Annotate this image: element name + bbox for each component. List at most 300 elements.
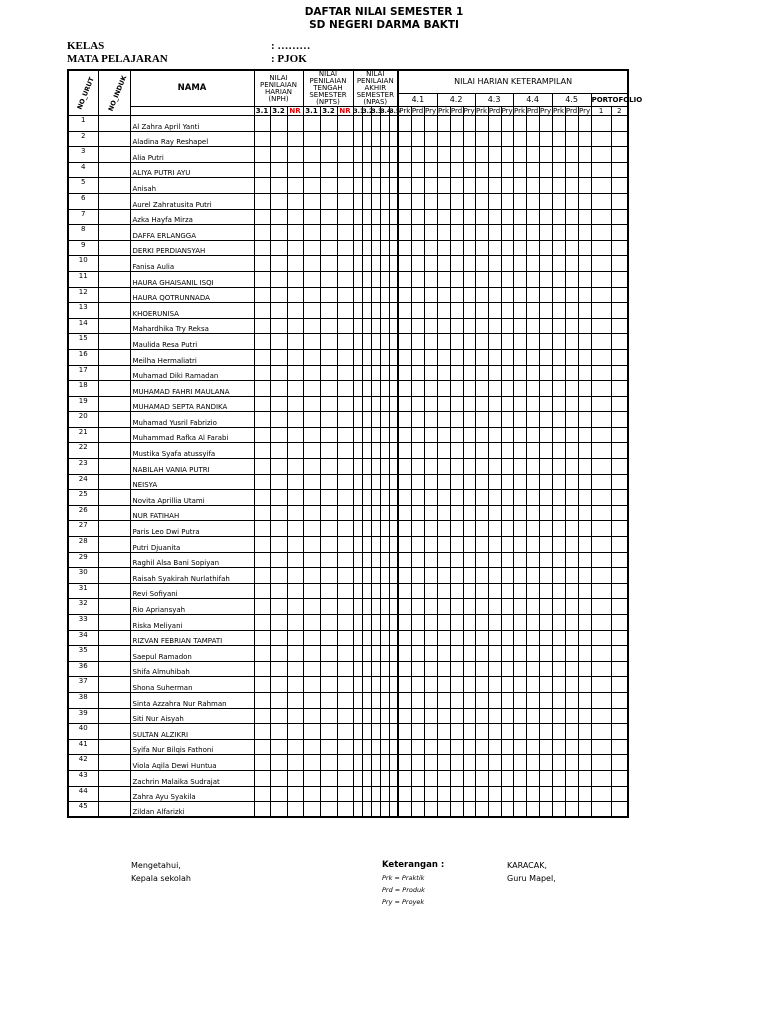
grade-cell	[501, 786, 513, 802]
grade-cell	[411, 427, 424, 443]
grade-cell	[389, 193, 398, 209]
grade-cell	[578, 271, 591, 287]
grade-cell	[398, 349, 411, 365]
grade-cell	[337, 802, 353, 818]
grade-cell	[488, 739, 501, 755]
grade-cell	[389, 256, 398, 272]
grade-cell	[353, 490, 362, 506]
grade-cell	[513, 770, 526, 786]
grade-cell	[578, 318, 591, 334]
grade-cell	[380, 131, 389, 147]
grade-cell	[539, 303, 552, 319]
grade-cell	[254, 724, 270, 740]
grade-cell	[398, 802, 411, 818]
grade-cell	[475, 755, 488, 771]
no-induk-cell	[98, 708, 130, 724]
grade-cell	[611, 802, 628, 818]
grade-cell	[270, 459, 287, 475]
grade-cell	[513, 240, 526, 256]
table-row	[68, 271, 628, 287]
grade-cell	[488, 412, 501, 428]
school-name: SD NEGERI DARMA BAKTI	[309, 19, 459, 31]
grade-cell	[411, 318, 424, 334]
grade-cell	[389, 225, 398, 241]
grade-cell	[380, 271, 389, 287]
grade-cell	[389, 786, 398, 802]
grade-cell	[578, 677, 591, 693]
grade-cell	[424, 724, 437, 740]
grade-cell	[303, 474, 320, 490]
grade-cell	[552, 178, 565, 194]
grade-cell	[424, 303, 437, 319]
grade-cell	[398, 427, 411, 443]
grade-cell	[254, 162, 270, 178]
kd-sub-prk: Prk	[476, 107, 488, 115]
grade-cell	[303, 240, 320, 256]
student-name: NUR FATIHAH	[130, 505, 254, 521]
grade-cell	[424, 396, 437, 412]
grade-cell	[539, 646, 552, 662]
grade-cell	[303, 802, 320, 818]
grade-cell	[424, 739, 437, 755]
grade-cell	[611, 770, 628, 786]
grade-cell	[437, 552, 450, 568]
row-number: 15	[68, 334, 98, 350]
grade-cell	[475, 209, 488, 225]
row-number: 21	[68, 427, 98, 443]
grade-cell	[320, 708, 337, 724]
kelas-value: : ………	[271, 40, 311, 52]
row-number: 36	[68, 661, 98, 677]
grade-cell	[337, 459, 353, 475]
no-induk-cell	[98, 755, 130, 771]
student-name: Mustika Syafa atussyifa	[130, 443, 254, 459]
grade-cell	[526, 349, 539, 365]
grade-cell	[501, 303, 513, 319]
grade-cell	[565, 708, 578, 724]
table-row	[68, 770, 628, 786]
grade-cell	[254, 615, 270, 631]
grade-cell	[513, 630, 526, 646]
grade-cell	[475, 334, 488, 350]
grade-cell	[450, 381, 463, 397]
grade-cell	[578, 770, 591, 786]
grade-cell	[424, 755, 437, 771]
grade-cell	[552, 786, 565, 802]
grade-cell	[353, 162, 362, 178]
grade-cell	[475, 615, 488, 631]
grade-cell	[591, 209, 611, 225]
grade-cell	[501, 474, 513, 490]
student-name: Saepul Ramadon	[130, 646, 254, 662]
row-number: 10	[68, 256, 98, 272]
grade-cell	[578, 162, 591, 178]
grade-cell	[591, 271, 611, 287]
grade-cell	[320, 537, 337, 553]
grade-cell	[270, 724, 287, 740]
grade-cell	[362, 287, 371, 303]
student-name: Viola Aqila Dewi Huntua	[130, 755, 254, 771]
student-name: Al Zahra April Yanti	[130, 116, 254, 132]
grade-cell	[353, 552, 362, 568]
grade-cell	[578, 537, 591, 553]
grade-cell	[389, 677, 398, 693]
grade-cell	[450, 303, 463, 319]
grade-cell	[450, 692, 463, 708]
grade-cell	[398, 365, 411, 381]
grade-cell	[552, 755, 565, 771]
grade-cell	[254, 116, 270, 132]
grade-cell	[437, 802, 450, 818]
grade-cell	[552, 630, 565, 646]
grade-cell	[488, 365, 501, 381]
npas-sub-3.4: 3.4	[380, 107, 392, 115]
grade-cell	[411, 381, 424, 397]
grade-cell	[303, 583, 320, 599]
grade-cell	[611, 552, 628, 568]
grade-cell	[565, 365, 578, 381]
grade-cell	[371, 271, 380, 287]
grade-cell	[411, 677, 424, 693]
grade-cell	[437, 630, 450, 646]
grade-cell	[411, 209, 424, 225]
grade-cell	[353, 755, 362, 771]
grade-cell	[270, 677, 287, 693]
grade-cell	[565, 802, 578, 818]
grade-cell	[501, 225, 513, 241]
grade-cell	[463, 412, 475, 428]
grade-cell	[303, 692, 320, 708]
grade-cell	[552, 505, 565, 521]
no-induk-cell	[98, 396, 130, 412]
grade-cell	[501, 427, 513, 443]
grade-cell	[303, 770, 320, 786]
grade-cell	[437, 677, 450, 693]
grade-cell	[475, 256, 488, 272]
grade-cell	[565, 162, 578, 178]
grade-cell	[611, 116, 628, 132]
grade-cell	[539, 271, 552, 287]
npas-sub-3.2: 3.2	[362, 107, 374, 115]
grade-cell	[353, 365, 362, 381]
grade-cell	[424, 599, 437, 615]
grade-cell	[353, 770, 362, 786]
grade-cell	[424, 786, 437, 802]
grade-cell	[270, 287, 287, 303]
grade-cell	[611, 349, 628, 365]
student-name: NABILAH VANIA PUTRI	[130, 459, 254, 475]
row-number: 23	[68, 459, 98, 475]
grade-cell	[287, 178, 303, 194]
grade-cell	[526, 786, 539, 802]
grade-cell	[578, 802, 591, 818]
grade-cell	[578, 412, 591, 428]
grade-cell	[380, 537, 389, 553]
grade-cell	[501, 724, 513, 740]
nph-sub-3.2: 3.2	[270, 107, 287, 116]
grade-cell	[398, 599, 411, 615]
grade-cell	[320, 225, 337, 241]
grade-cell	[353, 116, 362, 132]
grade-cell	[320, 193, 337, 209]
grade-cell	[270, 802, 287, 818]
grade-cell	[353, 318, 362, 334]
grade-cell	[578, 116, 591, 132]
grade-cell	[513, 365, 526, 381]
grade-cell	[398, 271, 411, 287]
grade-cell	[552, 692, 565, 708]
grade-cell	[362, 583, 371, 599]
portofolio-sub-2: 2	[611, 107, 628, 116]
grade-cell	[565, 552, 578, 568]
grade-cell	[411, 505, 424, 521]
grade-cell	[353, 334, 362, 350]
grade-cell	[501, 755, 513, 771]
row-number: 35	[68, 646, 98, 662]
grade-cell	[287, 646, 303, 662]
grade-cell	[437, 615, 450, 631]
grade-cell	[437, 459, 450, 475]
grade-cell	[287, 193, 303, 209]
grade-cell	[578, 349, 591, 365]
grade-cell	[371, 552, 380, 568]
grade-cell	[437, 116, 450, 132]
grade-cell	[270, 770, 287, 786]
grade-cell	[578, 568, 591, 584]
grade-cell	[450, 443, 463, 459]
grade-cell	[450, 521, 463, 537]
grade-cell	[254, 365, 270, 381]
grade-cell	[565, 677, 578, 693]
grade-cell	[591, 116, 611, 132]
grade-cell	[320, 162, 337, 178]
grade-cell	[389, 552, 398, 568]
grade-cell	[578, 755, 591, 771]
grade-cell	[475, 505, 488, 521]
grade-cell	[320, 505, 337, 521]
grade-cell	[371, 646, 380, 662]
grade-cell	[437, 162, 450, 178]
grade-cell	[450, 459, 463, 475]
row-number: 22	[68, 443, 98, 459]
grade-cell	[578, 443, 591, 459]
grade-cell	[611, 131, 628, 147]
grade-cell	[353, 568, 362, 584]
student-name: HAURA QOTRUNNADA	[130, 287, 254, 303]
grade-cell	[526, 256, 539, 272]
grade-cell	[270, 786, 287, 802]
grade-cell	[254, 334, 270, 350]
grade-cell	[254, 770, 270, 786]
grade-cell	[411, 630, 424, 646]
grade-cell	[526, 755, 539, 771]
grade-cell	[337, 381, 353, 397]
row-number: 9	[68, 240, 98, 256]
table-row	[68, 303, 628, 319]
grade-cell	[463, 615, 475, 631]
grade-cell	[539, 552, 552, 568]
grade-cell	[389, 755, 398, 771]
no-induk-cell	[98, 646, 130, 662]
table-row	[68, 708, 628, 724]
grade-cell	[424, 505, 437, 521]
grade-cell	[270, 427, 287, 443]
grade-cell	[513, 474, 526, 490]
grade-cell	[303, 661, 320, 677]
grade-cell	[611, 505, 628, 521]
grade-cell	[287, 209, 303, 225]
portofolio-sub-1: 1	[591, 107, 611, 116]
grade-cell	[501, 365, 513, 381]
grade-cell	[526, 802, 539, 818]
grade-cell	[287, 116, 303, 132]
student-name: Azka Hayfa Mirza	[130, 209, 254, 225]
grade-cell	[488, 490, 501, 506]
grade-cell	[591, 318, 611, 334]
grade-cell	[611, 646, 628, 662]
grade-cell	[463, 162, 475, 178]
grade-cell	[380, 412, 389, 428]
grade-cell	[362, 692, 371, 708]
grade-cell	[488, 162, 501, 178]
grade-cell	[463, 131, 475, 147]
grade-cell	[463, 646, 475, 662]
grade-cell	[450, 147, 463, 163]
grade-cell	[287, 396, 303, 412]
table-row	[68, 661, 628, 677]
grade-cell	[539, 802, 552, 818]
grade-cell	[565, 178, 578, 194]
table-row	[68, 599, 628, 615]
grade-cell	[578, 505, 591, 521]
nph-sub-3.1: 3.1	[255, 107, 269, 115]
grade-cell	[270, 490, 287, 506]
grade-cell	[320, 692, 337, 708]
grade-cell	[591, 677, 611, 693]
grade-cell	[513, 692, 526, 708]
grade-cell	[337, 147, 353, 163]
grade-cell	[337, 599, 353, 615]
grade-cell	[565, 381, 578, 397]
row-number: 17	[68, 365, 98, 381]
grade-cell	[475, 459, 488, 475]
grade-cell	[501, 552, 513, 568]
grade-cell	[353, 381, 362, 397]
row-number: 24	[68, 474, 98, 490]
no-induk-cell	[98, 630, 130, 646]
grade-cell	[362, 396, 371, 412]
grade-cell	[398, 147, 411, 163]
grade-cell	[337, 724, 353, 740]
grade-cell	[411, 256, 424, 272]
student-name: Muhamad Yusril Fabrizio	[130, 412, 254, 428]
no-induk-cell	[98, 147, 130, 163]
grade-cell	[552, 646, 565, 662]
table-row	[68, 443, 628, 459]
no-induk-cell	[98, 724, 130, 740]
student-name: Rio Apriansyah	[130, 599, 254, 615]
grade-cell	[591, 256, 611, 272]
grade-cell	[437, 287, 450, 303]
row-number: 27	[68, 521, 98, 537]
grade-cell	[320, 396, 337, 412]
grade-cell	[501, 708, 513, 724]
grade-cell	[337, 318, 353, 334]
grade-cell	[270, 646, 287, 662]
grade-cell	[591, 521, 611, 537]
grade-cell	[380, 334, 389, 350]
grade-cell	[411, 240, 424, 256]
grade-cell	[450, 193, 463, 209]
grade-cell	[424, 412, 437, 428]
grade-cell	[320, 490, 337, 506]
grade-cell	[475, 178, 488, 194]
grade-cell	[411, 303, 424, 319]
grade-cell	[337, 131, 353, 147]
grade-cell	[488, 770, 501, 786]
grade-cell	[552, 661, 565, 677]
grade-cell	[362, 443, 371, 459]
grade-cell	[424, 583, 437, 599]
grade-cell	[526, 568, 539, 584]
grade-cell	[254, 708, 270, 724]
grade-cell	[320, 599, 337, 615]
grade-cell	[337, 770, 353, 786]
student-name: DAFFA ERLANGGA	[130, 225, 254, 241]
grade-cell	[437, 583, 450, 599]
grade-cell	[371, 287, 380, 303]
kd-sub-pry: Pry	[579, 107, 591, 115]
grade-cell	[270, 318, 287, 334]
grade-cell	[501, 412, 513, 428]
grade-cell	[254, 225, 270, 241]
grade-cell	[337, 303, 353, 319]
grade-cell	[463, 739, 475, 755]
grade-cell	[380, 505, 389, 521]
grade-cell	[371, 443, 380, 459]
grade-cell	[463, 396, 475, 412]
no-induk-cell	[98, 568, 130, 584]
no-induk-cell	[98, 583, 130, 599]
grade-cell	[437, 303, 450, 319]
grade-cell	[337, 178, 353, 194]
grade-cell	[411, 786, 424, 802]
grade-cell	[380, 724, 389, 740]
grade-cell	[424, 490, 437, 506]
grade-cell	[287, 225, 303, 241]
grade-cell	[437, 505, 450, 521]
grade-cell	[303, 630, 320, 646]
kd-group-4-5: 4.5	[552, 93, 591, 106]
grade-cell	[411, 646, 424, 662]
grade-cell	[254, 474, 270, 490]
student-name: Aurel Zahratusita Putri	[130, 193, 254, 209]
grade-cell	[475, 692, 488, 708]
grade-cell	[389, 630, 398, 646]
grade-cell	[371, 724, 380, 740]
grade-cell	[591, 162, 611, 178]
grade-cell	[501, 677, 513, 693]
grade-cell	[513, 708, 526, 724]
grade-cell	[450, 677, 463, 693]
grade-cell	[591, 724, 611, 740]
grade-cell	[475, 116, 488, 132]
grade-cell	[411, 490, 424, 506]
grade-cell	[501, 287, 513, 303]
grade-cell	[565, 396, 578, 412]
grade-cell	[362, 334, 371, 350]
grade-cell	[591, 802, 611, 818]
